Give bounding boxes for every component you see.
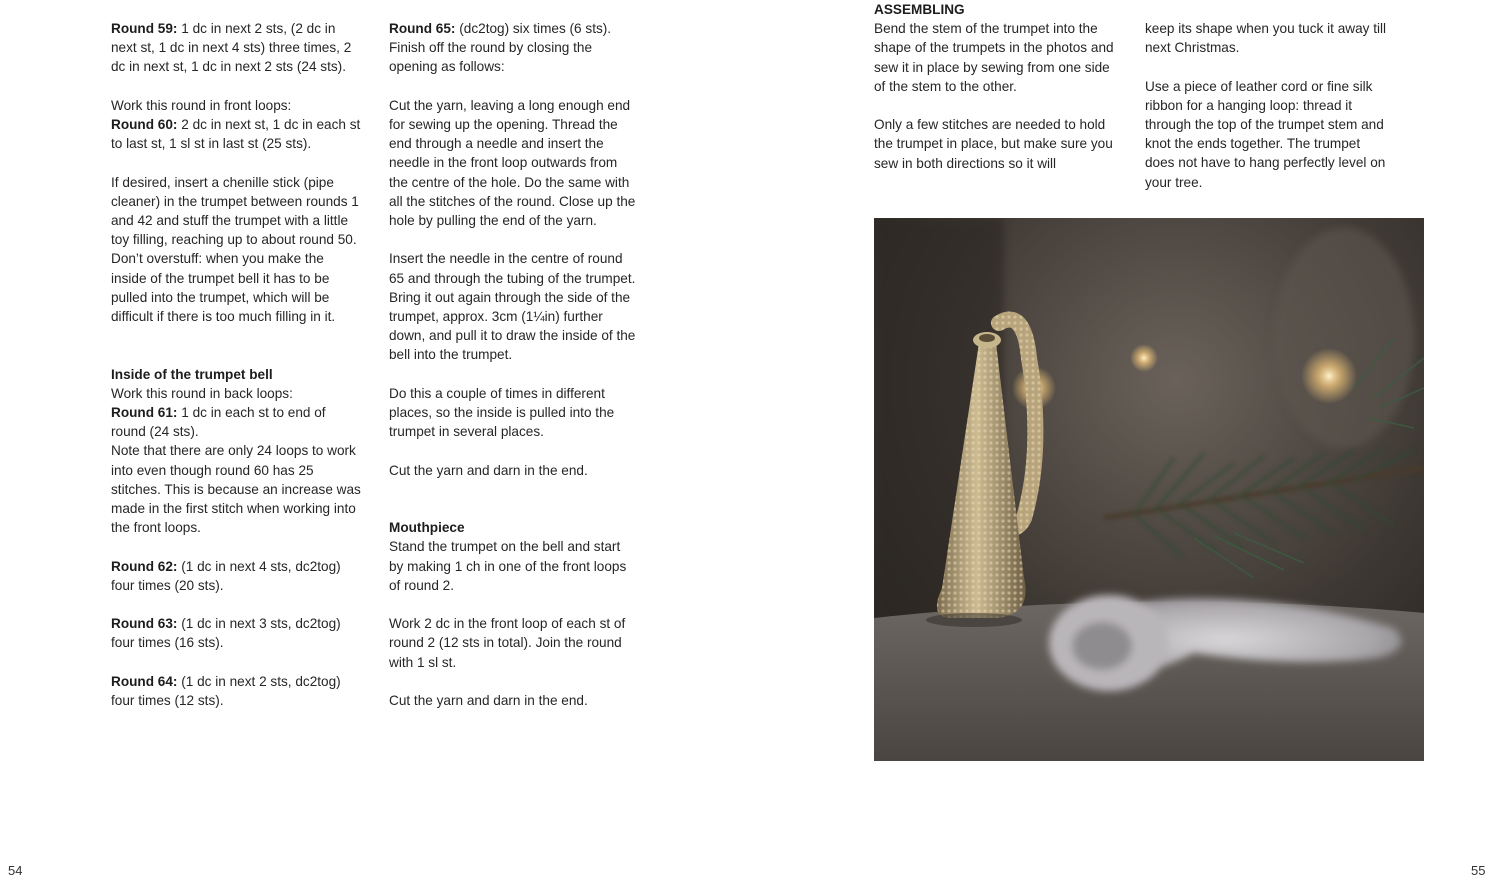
- left-page-column-2: [389, 19, 637, 729]
- round-63-text: (1 dc in next 3 sts, dc2tog) four times (16 sts).: [111, 616, 341, 651]
- page-number-left: 54: [8, 863, 23, 878]
- round-63-paragraph: [111, 614, 361, 652]
- darn-paragraph-1: Cut the yarn and darn in the end.: [389, 462, 588, 478]
- page-number-right: 55: [1471, 863, 1486, 878]
- round-65-text: (dc2tog) six times (6 sts). Finish off the round by closing the opening as follows:: [389, 21, 612, 75]
- repeat-paragraph: Do this a couple of times in different places, so the inside is pulled into the trumpet in several places.: [389, 385, 615, 440]
- round-60-text: 2 dc in next st, 1 dc in each st to last st, 1 sl st in last st (25 sts).: [111, 117, 361, 152]
- round-65-paragraph: [389, 19, 637, 77]
- work-dc-paragraph: Work 2 dc in the front loop of each st of round 2 (12 sts in total). Join the round with 1 sl st.: [389, 616, 626, 670]
- round-60-paragraph: [111, 115, 361, 153]
- stand-trumpet-paragraph: Stand the trumpet on the bell and start by making 1 ch in one of the front loops of round 2.: [389, 539, 627, 593]
- round-63-label: Round 63:: [111, 616, 178, 632]
- stitches-paragraph: Only a few stitches are needed to hold the trumpet in place, but make sure you sew in both directions so it will: [874, 117, 1113, 171]
- loops-note: Note that there are only 24 loops to work into even though round 60 has 25 stitches. This is because an increase was made in the first stitch when working into the front loops.: [111, 443, 361, 536]
- right-page-column-1: [874, 0, 1122, 192]
- back-loops-note: Work this round in back loops:: [111, 385, 293, 401]
- keep-shape-paragraph: keep its shape when you tuck it away till next Christmas.: [1145, 21, 1387, 56]
- round-65-label: Round 65:: [389, 21, 456, 36]
- bend-stem-paragraph: Bend the stem of the trumpet into the shape of the trumpets in the photos and sew it in place by sewing from one side of the stem to the other.: [874, 21, 1114, 94]
- cut-yarn-paragraph: Cut the yarn, leaving a long enough end for sewing up the opening. Thread the end through a needle and insert the needle in the front loop outwards from the centre of the hole. Do the same with all the stitches of the round. Close up the hole by pulling the end of the yarn.: [389, 97, 636, 229]
- round-59-paragraph: [111, 19, 361, 77]
- mouthpiece-heading: Mouthpiece: [389, 520, 465, 536]
- round-59-text: 1 dc in next 2 sts, (2 dc in next st, 1 dc in next 4 sts) three times, 2 dc in next st, 1 dc in next 2 sts (24 sts).: [111, 21, 352, 75]
- darn-paragraph-2: Cut the yarn and darn in the end.: [389, 693, 588, 708]
- round-62-paragraph: [111, 557, 361, 595]
- insert-needle-paragraph: Insert the needle in the centre of round 65 and through the tubing of the trumpet. Bring it out again through the side of the trumpet, approx. 3cm (1¼in) further down, and pull it to draw the inside of the bell into the trumpet.: [389, 251, 636, 363]
- round-60-label: Round 60:: [111, 117, 178, 132]
- front-loops-note: Work this round in front loops:: [111, 97, 292, 113]
- round-62-text: (1 dc in next 4 sts, dc2tog) four times (20 sts).: [111, 558, 341, 593]
- assembling-heading: ASSEMBLING: [874, 2, 965, 17]
- hanging-loop-paragraph: Use a piece of leather cord or fine silk ribbon for a hanging loop: thread it through the top of the trumpet stem and knot the ends together. The trumpet does not have to hang perfectly level on your tree.: [1145, 78, 1386, 190]
- inside-bell-heading: Inside of the trumpet bell: [111, 366, 273, 382]
- round-62-label: Round 62:: [111, 558, 178, 574]
- round-61-paragraph: [111, 403, 361, 441]
- round-59-label: Round 59:: [111, 21, 178, 36]
- left-page-column-1: [111, 19, 361, 729]
- stuffing-note: If desired, insert a chenille stick (pipe cleaner) in the trumpet between rounds 1 and 42 and stuff the trumpet with a little toy filling, reaching up to about round 50. Don’t overstuff: when you make the inside of the trumpet bell it has to be pulled into the trumpet, which will be difficult if there is too much filling in it.: [111, 174, 359, 325]
- trumpet-ornament-photo: [874, 218, 1424, 761]
- round-61-label: Round 61:: [111, 405, 178, 421]
- round-64-paragraph: [111, 672, 361, 710]
- right-page-column-2: [1145, 19, 1390, 211]
- round-64-text: (1 dc in next 2 sts, dc2tog) four times (12 sts).: [111, 673, 341, 709]
- round-64-label: Round 64:: [111, 673, 178, 689]
- round-61-text: 1 dc in each st to end of round (24 sts).: [111, 405, 326, 440]
